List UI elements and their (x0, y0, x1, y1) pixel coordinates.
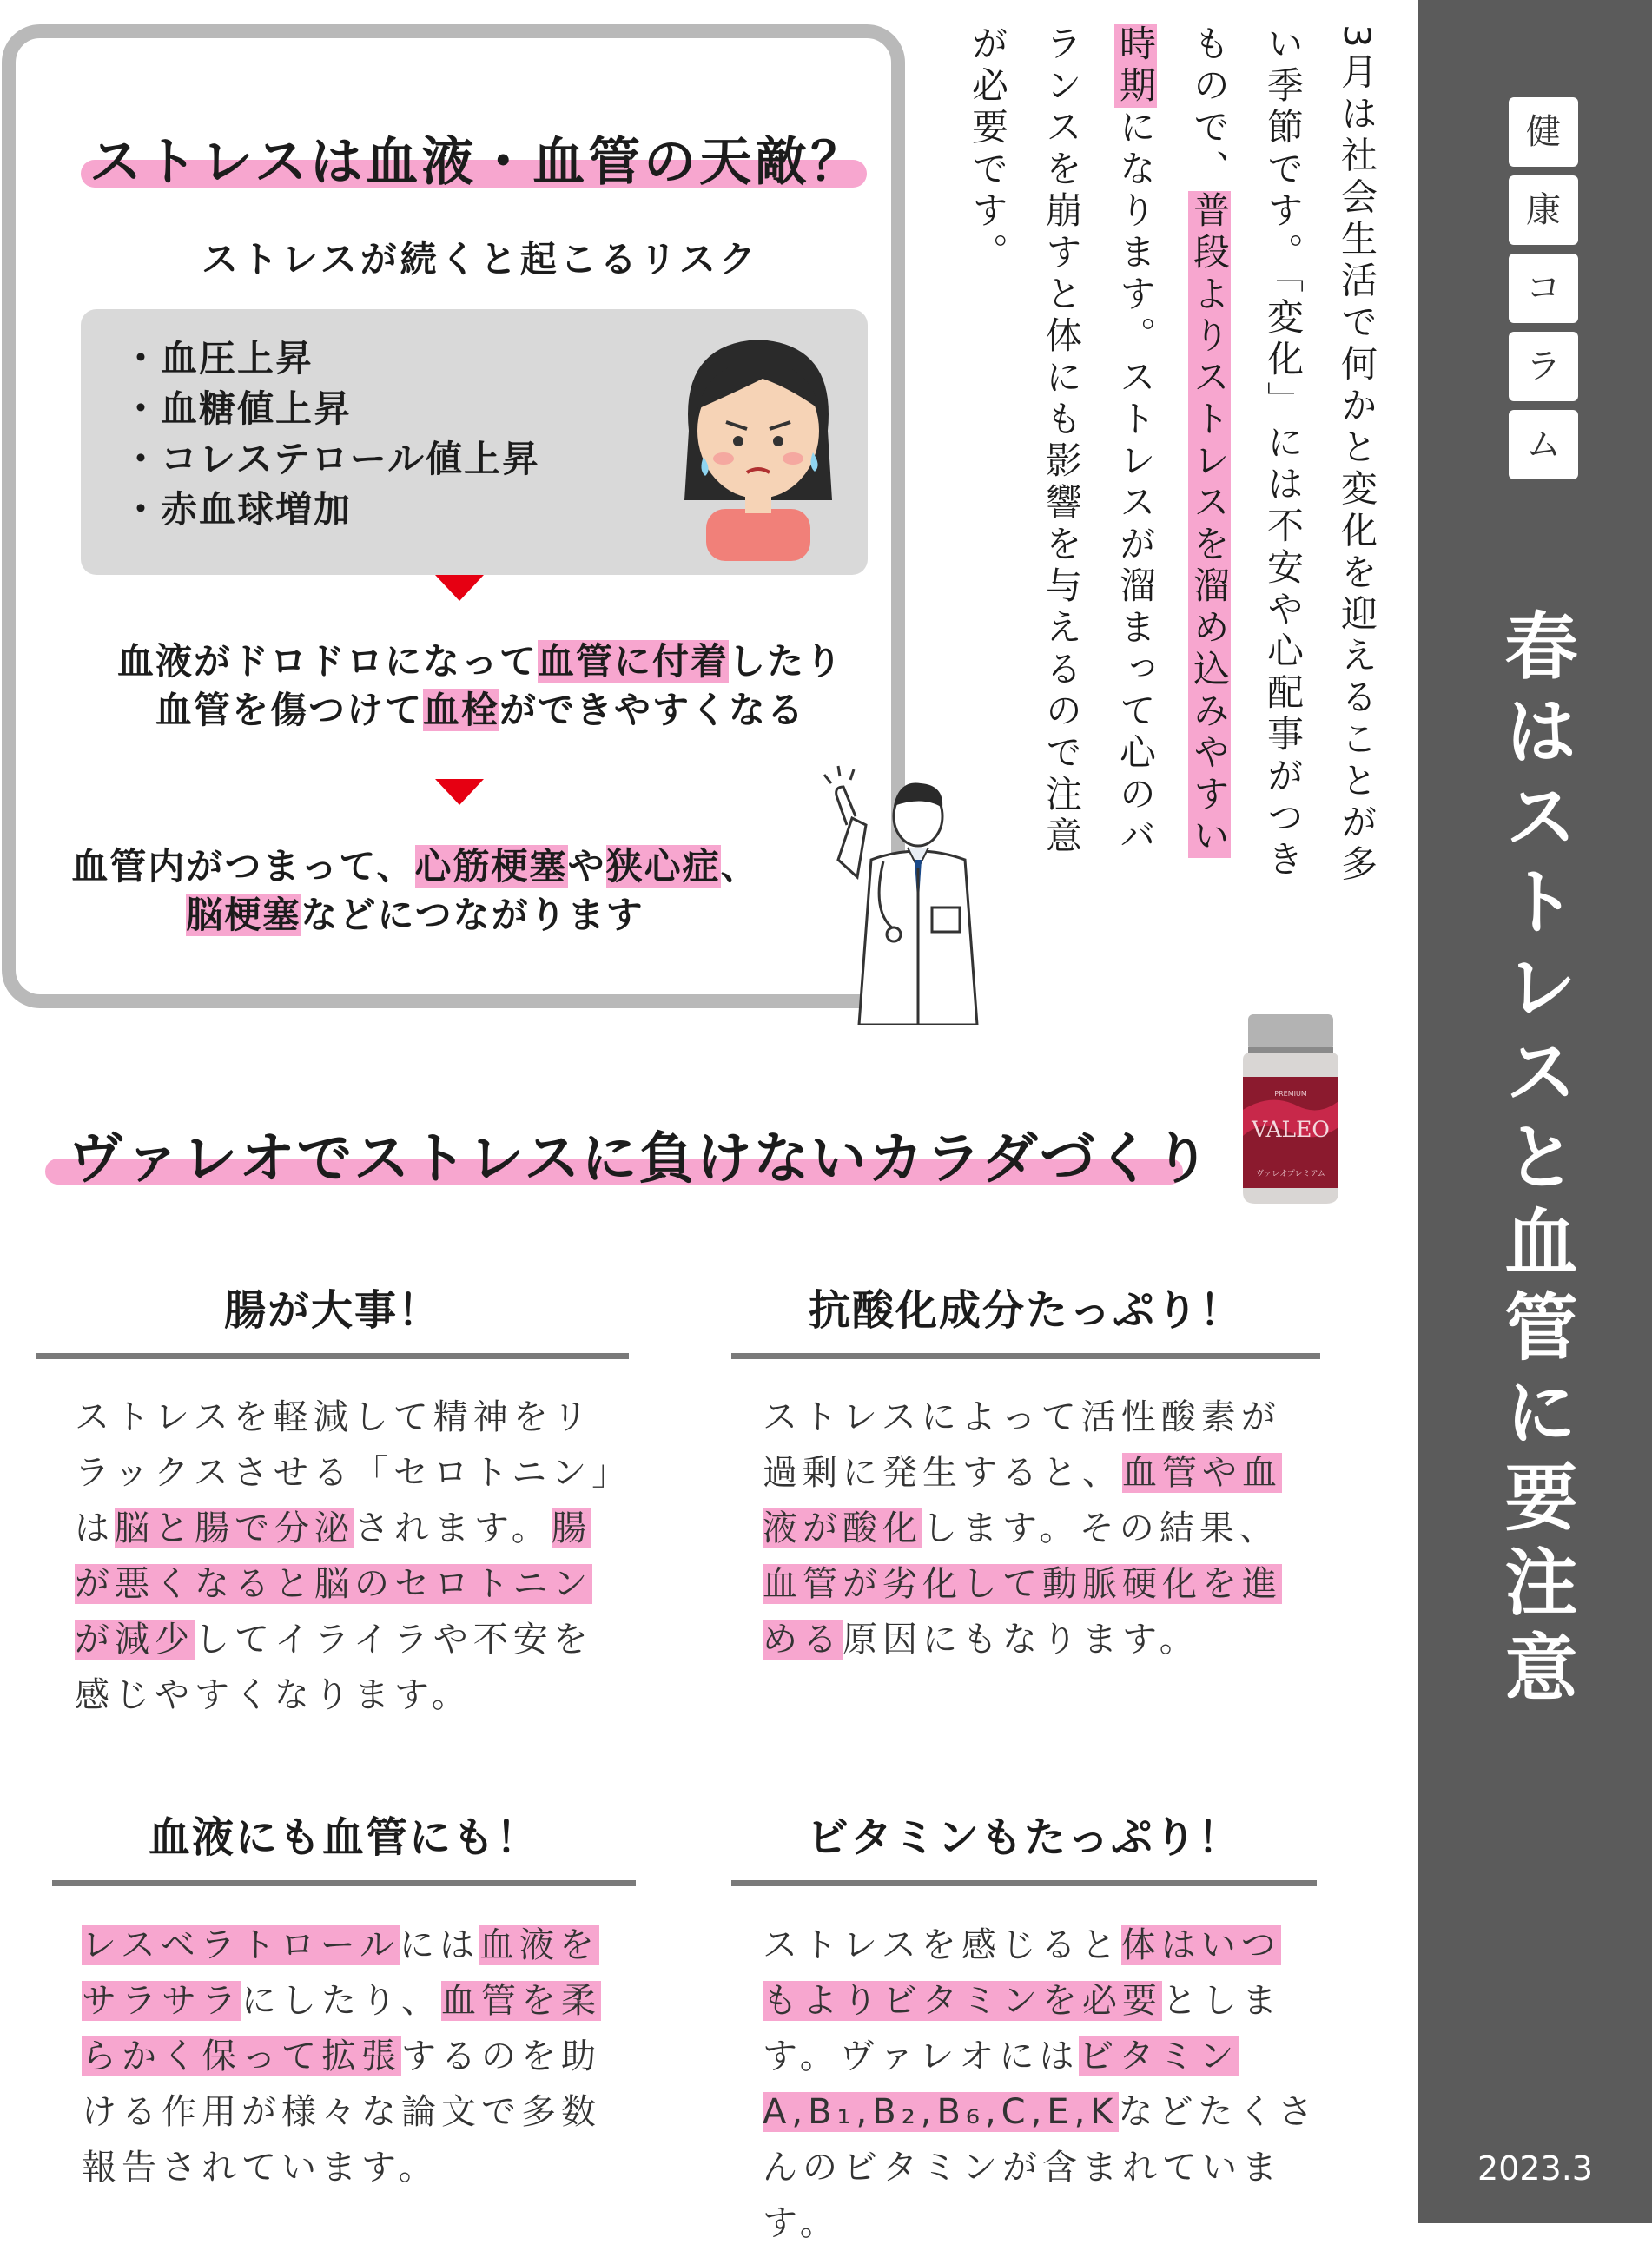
doctor-illustration (821, 764, 986, 1025)
section-heading: ビタミンもたっぷり！ (806, 1813, 1241, 1862)
highlighted-text: 心筋梗塞 (414, 845, 568, 888)
text-run: 3月は社会生活で何かと変化を迎えることが多い季節です。「変化」には不安や心配事がつきもので、 (1188, 24, 1378, 887)
text-run: になります。ストレスが溜まって心のバランスを崩すと体にも影響を与えるので注意が必要です。 (967, 24, 1157, 858)
text-run: ストレスを軽減して精神をリラックスさせる「セロトニン」は (75, 1397, 615, 1548)
valeo-bottle-illustration (1236, 1014, 1345, 1205)
text-run: したり (729, 640, 844, 683)
highlighted-text: 狭心症 (605, 845, 721, 888)
risk-item: ・血圧上昇 (122, 337, 314, 380)
highlighted-text: 血栓 (422, 689, 499, 731)
text-run: 血液がドロドロになって (116, 640, 538, 683)
text-run: とします。ヴァレオには (763, 1981, 1282, 2076)
section-divider (52, 1880, 636, 1886)
text-run: などたくさんのビタミンが含まれています。 (763, 2092, 1318, 2243)
effect-text-2 (16, 842, 815, 940)
risk-item: ・血糖値上昇 (122, 387, 353, 430)
bottle-label-text: ヴァレオプレミアム (1256, 1170, 1325, 1178)
section-divider (731, 1880, 1317, 1886)
highlighted-text: 血管に付着 (537, 640, 729, 683)
effect-text-1 (16, 637, 945, 735)
column-tag (1509, 97, 1578, 488)
down-arrow-icon (435, 779, 484, 805)
tag-char: ラ (1509, 332, 1578, 401)
section-heading: 抗酸化成分たっぷり！ (808, 1286, 1243, 1335)
tag-char: 康 (1509, 175, 1578, 245)
section-heading: 腸が大事！ (223, 1286, 441, 1335)
risk-list (122, 333, 540, 535)
highlighted-text: 血管を柔らかく保って拡張 (82, 1981, 601, 2076)
highlighted-text: 普段よりストレスを溜め込みやすい時期 (1114, 24, 1231, 858)
section-body (82, 1918, 638, 2195)
text-run: には (400, 1925, 479, 1965)
section-body (763, 1390, 1318, 1667)
tag-char: コ (1509, 254, 1578, 323)
sidebar (1418, 0, 1652, 2223)
risk-subtitle: ストレスが続くと起こるリスク (202, 238, 759, 281)
text-run: してイライラや不安を感じやすくなります。 (75, 1620, 593, 1715)
bottle-small-text: PREMIUM (1274, 1090, 1307, 1098)
text-run: 、 (720, 845, 759, 888)
section-divider (731, 1353, 1320, 1359)
highlighted-text: 血管が劣化して動脈硬化を進める (763, 1564, 1282, 1660)
risk-item: ・赤血球増加 (122, 488, 353, 531)
text-run: などにつながります (301, 894, 644, 936)
highlighted-text: 血管や血液が酸化 (763, 1453, 1282, 1548)
text-run: や (567, 845, 606, 888)
highlighted-text: 脳と腸で分泌 (115, 1508, 354, 1548)
section-divider (36, 1353, 629, 1359)
text-run: ストレスを感じると (763, 1925, 1121, 1965)
tag-char: ム (1509, 410, 1578, 479)
text-run: 血管内がつまって、 (71, 845, 415, 888)
highlighted-text: 脳梗塞 (186, 894, 301, 936)
text-run: 原因にもなります。 (843, 1620, 1199, 1660)
highlighted-text: 体はいつもよりビタミンを必要 (763, 1925, 1281, 2021)
text-run: されます。 (354, 1508, 552, 1548)
text-run: にしたり、 (241, 1981, 441, 2021)
text-run: します。その結果、 (922, 1508, 1279, 1548)
text-run: ができやすくなる (499, 689, 806, 731)
stress-panel-title: ストレスは血液・血管の天敵？ (89, 132, 867, 193)
highlighted-text: レスベラトロール (82, 1925, 400, 1965)
highlighted-text: 腸が悪くなると脳のセロトニンが減少 (75, 1508, 593, 1660)
issue-date: 2023.3 (1477, 2149, 1593, 2188)
down-arrow-icon (435, 575, 484, 601)
stress-panel (2, 24, 905, 1008)
text-run: するのを助ける作用が様々な論文で多数報告されています。 (82, 2036, 601, 2188)
intro-text (951, 24, 1394, 893)
text-run: ストレスによって活性酸素が過剰に発生すると、 (763, 1397, 1281, 1493)
bottle-brand: VALEO (1252, 1117, 1330, 1142)
highlighted-text: 血液をサラサラ (82, 1925, 599, 2021)
risk-item: ・コレステロール値上昇 (122, 438, 541, 480)
section-body (75, 1390, 631, 1723)
worried-woman-illustration (667, 327, 849, 561)
highlighted-text: ビタミンA,B₁,B₂,B₆,C,E,K (763, 2036, 1239, 2132)
risk-box (81, 309, 868, 575)
tag-char: 健 (1509, 97, 1578, 167)
valeo-heading: ヴァレオでストレスに負けないカラダづくり (68, 1127, 1212, 1192)
section-body (763, 1918, 1318, 2251)
text-run: 血管を傷つけて (155, 689, 423, 731)
page-title: 春はストレスと血管に要注意 (1493, 608, 1578, 1714)
section-heading: 血液にも血管にも！ (148, 1813, 539, 1862)
